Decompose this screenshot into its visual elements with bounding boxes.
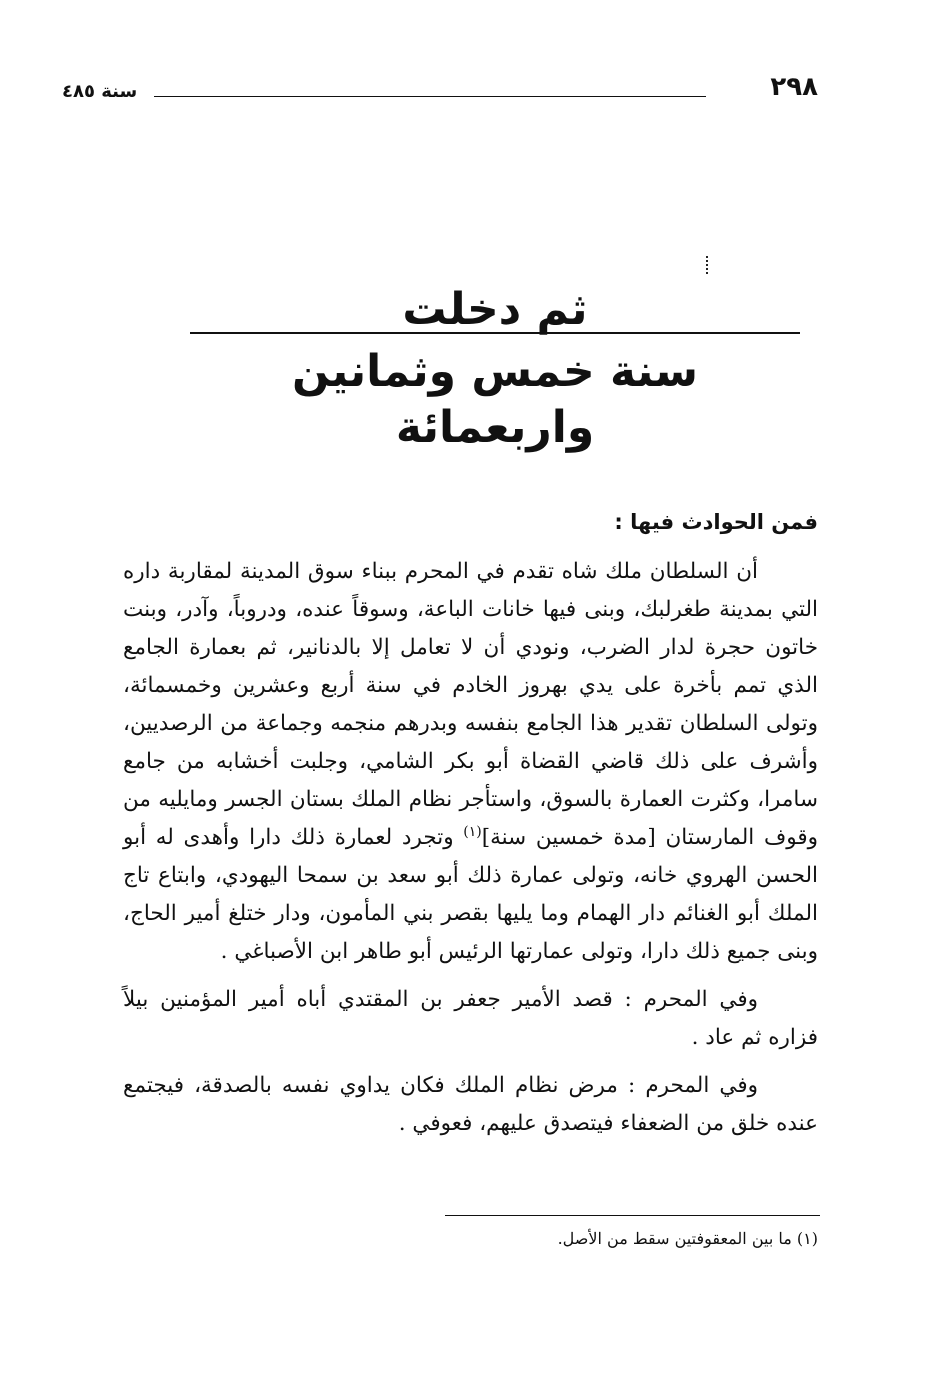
paragraph-1-text-a: أن السلطان ملك شاه تقدم في المحرم ببناء سوق المدينة لمقاربة داره التي بمدينة طغرلبك، وبنى فيها خانات الباعة، وسوقاً عنده، ودروباً، وآدر، وبنت خاتون حجرة لدار الضرب، ونودي أن لا تعامل إلا بالدنانير، ثم بعمارة الجامع الذي تمم بأخرة على يدي بهروز الخادم في سنة أربع وعشرين وخمسمائة، وتولى السلطان تقدير هذا الجامع بنفسه وبدرهم منجمه وجماعة من الرصديين، وأشرف على ذلك قاضي القضاة أبو بكر الشامي، وجلبت أخشابه من جامع سامرا، وكثرت العمارة بالسوق، واستأجر نظام الملك بستان الجسر ومايليه من وقوف المارستان [مدة خمسين سنة]: [123, 559, 819, 850]
section-heading: فمن الحوادث فيها :: [614, 510, 818, 534]
footnote-marker: (١): [463, 823, 482, 840]
body-text: [123, 553, 818, 1143]
page-number: ٢٩٨: [770, 72, 818, 102]
chapter-title-line1: ثم دخلت: [402, 284, 588, 335]
paragraph-1-text-b: وتجرد لعمارة ذلك دارا وأهدى له أبو الحسن الهروي خانه، وتولى عمارة ذلك أبو سعد بن سمحا اليهودي، وابتاع تاج الملك أبو الغنائم دار الهمام وما يليها بقصر بني المأمون، ودار ختلغ أمير الحاج، وبنى جميع ذلك دارا، وتولى عمارتها الرئيس أبو طاهر ابن الأصباغي .: [123, 825, 818, 964]
title-rule: [190, 332, 800, 334]
footnote-rule: [445, 1215, 820, 1216]
footnote: (١) ما بين المعقوفتين سقط من الأصل.: [557, 1229, 818, 1248]
running-year-label: سنة ٤٨٥: [62, 81, 138, 102]
running-header: [62, 72, 818, 108]
paragraph-1: [123, 553, 818, 971]
paragraph-3: وفي المحرم : مرض نظام الملك فكان يداوي نفسه بالصدقة، فيجتمع عنده خلق من الضعفاء فيتصدق عليهم، فعوفي .: [123, 1073, 818, 1136]
ornament-mark: [706, 256, 712, 274]
chapter-title-line2: سنة خمس وثمانين واربعمائة: [292, 346, 698, 453]
header-rule: [154, 96, 706, 97]
paragraph-2: وفي المحرم : قصد الأمير جعفر بن المقتدي أباه أمير المؤمنين بيلاً فزاره ثم عاد .: [123, 987, 818, 1050]
